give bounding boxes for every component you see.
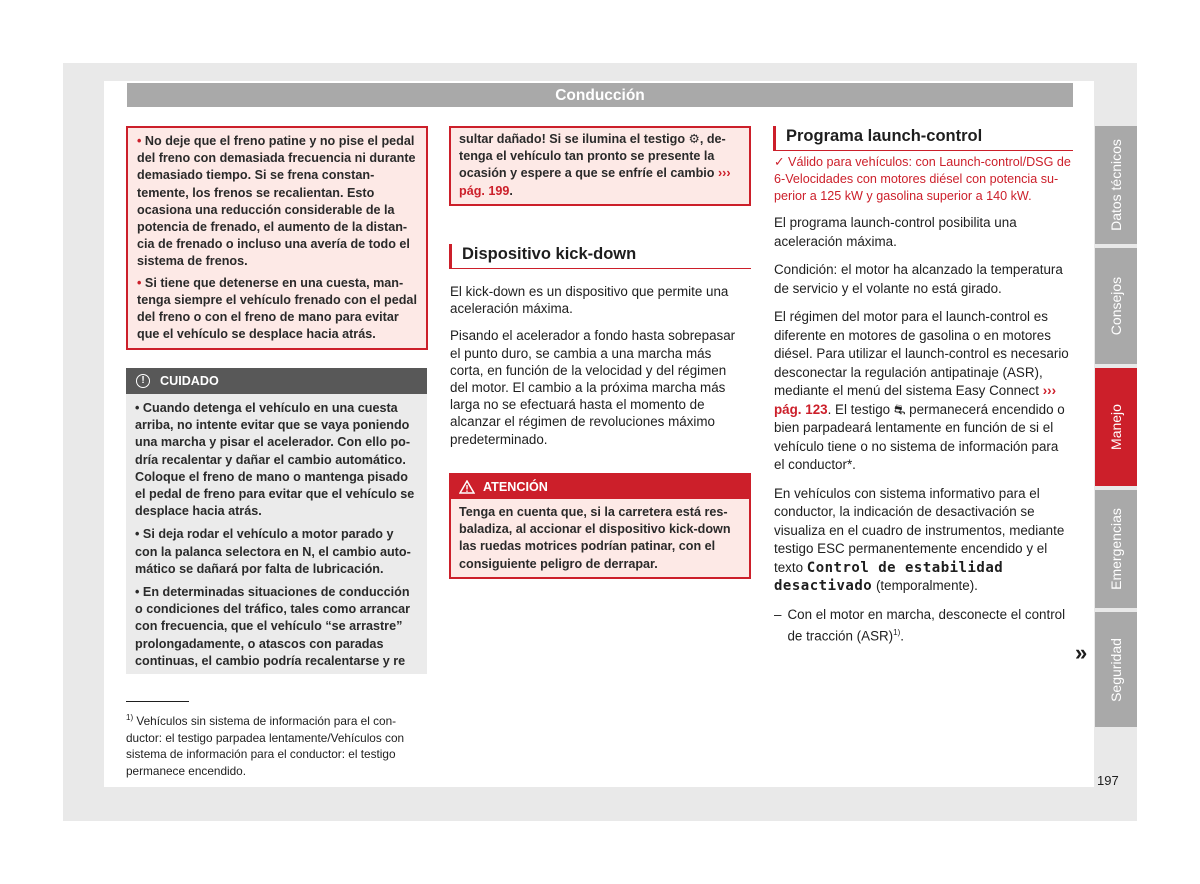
info-circle-icon: ! [136, 374, 150, 388]
tab-seguridad[interactable]: Seguridad [1095, 612, 1137, 727]
paragraph: Condición: el motor ha alcanzado la temperatura de servicio y el volante no está girado. [774, 262, 1063, 296]
validity-note: ✓ Válido para vehículos: con Launch-control/DSG de 6-Velocidades con motores diésel con potencia superior a 125 kW y gasolina superior a 140 kW. [774, 155, 1071, 203]
footnote: $^{1)}$ Vehículos sin sistema de información para el conductor: el testigo parpadea lentamente/Vehículos con sistema de información para el conductor: el testigo permanece encendido. [126, 713, 405, 778]
caution-item: • Si deja rodar el vehículo a motor parado y con la palanca selectora en N, el cambio automático se dañará por falta de lubricación. [135, 527, 411, 576]
continue-arrow-icon: » [1075, 640, 1088, 665]
tab-consejos[interactable]: Consejos [1095, 248, 1137, 364]
caution-item: • En determinadas situaciones de conducción o condiciones del tráfico, tales como arrancar con frecuencia, que el vehículo “se arrastre” prolongadamente, o atascos con paradas continuas, el cambio podría recalentarse y re [135, 585, 411, 668]
paragraph: El programa launch-control posibilita una aceleración máxima. [774, 215, 1017, 249]
paragraph: El régimen del motor para el launch-control es diferente en motores de gasolina o en motores diésel. Para utilizar el launch-control es necesario desconectar la regulación antipatinaje (ASR), mediante el menú del sistema Easy Connect ››› pág. 123. El testigo ⛐ permanecerá encendido o bien parpadeará lentamente en función de si el vehículo tiene o no sistema de información para el conductor*. [774, 309, 1069, 472]
launch-control-text [774, 154, 1072, 646]
paragraph: El kick-down es un dispositivo que permite una aceleración máxima. [450, 284, 729, 317]
paragraph: Pisando el acelerador a fondo hasta sobrepasar el punto duro, se cambia a una marcha más corta, en función de la velocidad y del régimen del motor. El cambio a la próxima marcha más larga no se efectuará hasta el momento de alcanzar el régimen de revoluciones máximo predeterminado. [450, 328, 736, 447]
warning-box-top-continued: sultar dañado! Si se ilumina el testigo ⚙, detenga el vehículo tan pronto se presente la ocasión y espere a que se enfríe el cambio ››› pág. 199. [449, 126, 751, 206]
step-item: – Con el motor en marcha, desconecte el control de tracción (ASR)$^{1)}$. [774, 606, 1066, 644]
attention-header: ATENCIÓN [451, 475, 749, 499]
caution-item: • Cuando detenga el vehículo en una cuesta arriba, no intente evitar que se vaya poniendo una marcha y pisar el acelerador. Con ello podría recalentar y dañar el cambio automático. Coloque el freno de mano o mantenga pisado el pedal de freno para evitar que el vehículo se desplace hacia atrás. [135, 401, 415, 519]
chapter-header: Conducción [127, 83, 1073, 107]
section-title-kickdown: Dispositivo kick-down [449, 244, 751, 269]
tab-emergencias[interactable]: Emergencias [1095, 490, 1137, 608]
warning-triangle-icon [459, 480, 475, 494]
tab-manejo[interactable]: Manejo [1095, 368, 1137, 486]
footnote-rule [126, 701, 189, 702]
caution-body [126, 394, 427, 670]
section-title-launch-control: Programa launch-control [773, 126, 1073, 151]
gearbox-warning-icon: ⚙ [688, 132, 700, 146]
tab-datos-tecnicos[interactable]: Datos técnicos [1095, 126, 1137, 244]
page-reference-link[interactable]: ››› pág. 123 [774, 383, 1057, 417]
page-reference-link[interactable]: ››› pág. 199 [459, 166, 731, 198]
kickdown-text [450, 283, 746, 448]
caution-box [126, 368, 427, 674]
warning-item: • Si tiene que detenerse en una cuesta, mantenga siempre el vehículo frenado con el pedal del freno o con el freno de mano para evitar que el vehículo se desplace hacia atrás. [137, 275, 417, 342]
warning-item: • No deje que el freno patine y no pise el pedal del freno con demasiada frecuencia ni durante demasiado tiempo. Si se frena constantemente, los frenos se recalientan. Esto ocasiona una reducción considerable de la potencia de frenado, el aumento de la distancia de frenado o incluso una avería de todo el sistema de frenos. [137, 134, 416, 269]
attention-box [449, 473, 751, 579]
attention-body: Tenga en cuenta que, si la carretera está resbaladiza, al accionar el dispositivo kick-down las ruedas motrices podrían patinar, con el consiguiente peligro de derrapar. [459, 505, 731, 571]
page-number: 197 [1097, 773, 1119, 788]
paragraph: En vehículos con sistema informativo para el conductor, la indicación de desactivación se visualiza en el cuadro de instrumentos, mediante testigo ESC permanentemente encendido y el texto Control de estabilidad desactivado (temporalmente). [774, 485, 1065, 594]
caution-header: ! CUIDADO [126, 368, 427, 394]
display-message: Control de estabilidad desactivado [774, 559, 1004, 594]
traction-control-warning-icon: ⛐ [893, 401, 906, 417]
warning-box-continued [126, 126, 428, 350]
